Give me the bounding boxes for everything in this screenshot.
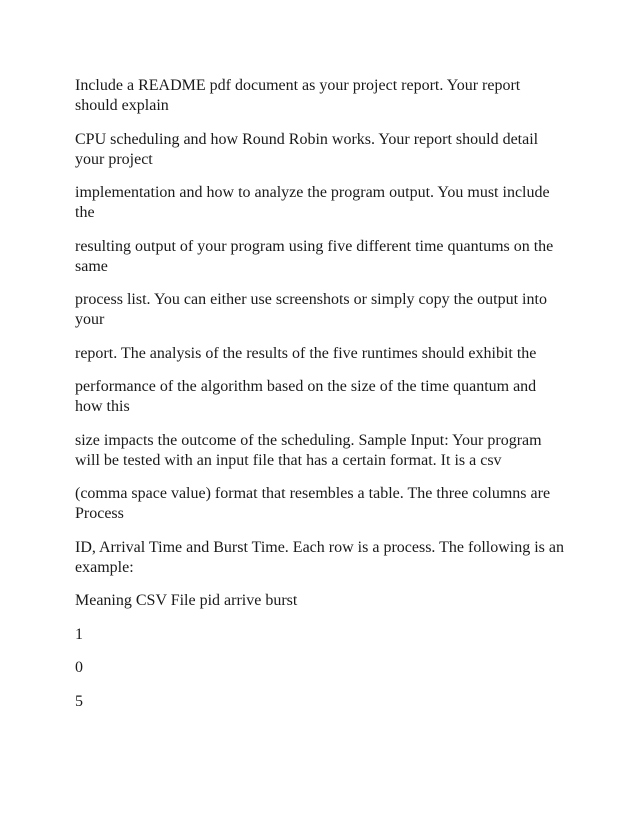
- paragraph: Include a README pdf document as your project report. Your report should explain: [75, 77, 521, 114]
- paragraph: size impacts the outcome of the scheduling. Sample Input: Your program will be tested with an input file that has a certain format. It is a csv: [75, 431, 542, 469]
- paragraph: performance of the algorithm based on the size of the time quantum and how this: [75, 378, 537, 415]
- paragraph: report. The analysis of the results of the five runtimes should exhibit the: [75, 344, 537, 362]
- paragraph: 5: [75, 692, 83, 710]
- paragraph: (comma space value) format that resembles a table. The three columns are Process: [75, 485, 551, 522]
- paragraph: 1: [75, 625, 83, 643]
- paragraph: implementation and how to analyze the program output. You must include the: [75, 184, 550, 221]
- paragraph: resulting output of your program using five different time quantums on the same: [75, 237, 554, 275]
- paragraph: process list. You can either use screenshots or simply copy the output into your: [75, 291, 547, 328]
- paragraph: ID, Arrival Time and Burst Time. Each row is a process. The following is an example:: [75, 538, 564, 576]
- document-body: [75, 76, 565, 725]
- paragraph: Meaning CSV File pid arrive burst: [75, 592, 298, 609]
- paragraph: CPU scheduling and how Round Robin works. Your report should detail your project: [75, 130, 539, 168]
- paragraph: 0: [75, 659, 83, 676]
